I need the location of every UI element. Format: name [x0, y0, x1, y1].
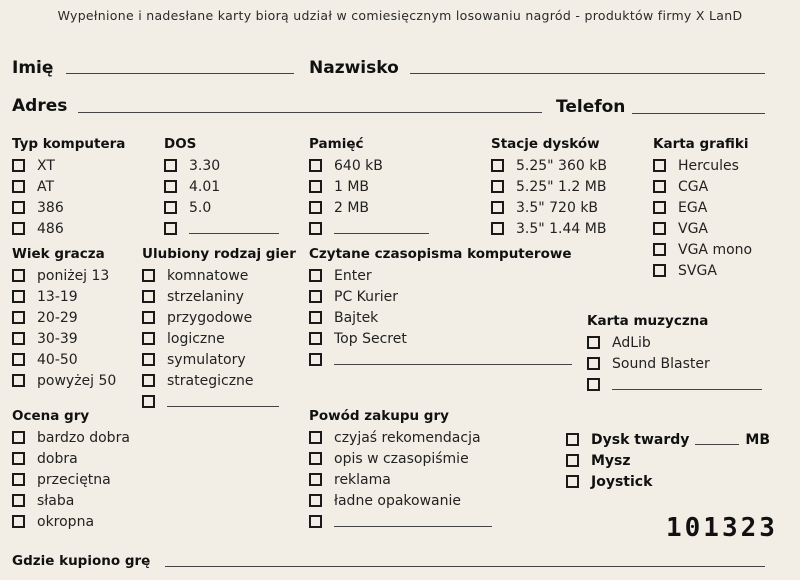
memory-other-line[interactable] [334, 223, 429, 234]
checkbox[interactable] [12, 201, 25, 214]
checkbox[interactable] [566, 454, 579, 467]
checkbox[interactable] [12, 159, 25, 172]
last-name-label: Nazwisko [309, 58, 399, 78]
checkbox[interactable] [309, 311, 322, 324]
checkbox[interactable] [12, 290, 25, 303]
phone-line[interactable] [632, 113, 765, 114]
magazine-option[interactable]: Enter [309, 265, 572, 286]
genre-option[interactable]: przygodowe [142, 307, 296, 328]
purchase-reason-option[interactable]: czyjaś rekomendacja [309, 427, 492, 448]
checkbox[interactable] [12, 269, 25, 282]
computer-type-section [12, 136, 125, 239]
age-option[interactable]: 13-19 [12, 286, 116, 307]
header-text: Wypełnione i nadesłane karty biorą udział w comiesięcznym losowaniu nagród - produktów firmy X LanD [57, 8, 743, 23]
checkbox[interactable] [309, 159, 322, 172]
first-name-label: Imię [12, 58, 54, 78]
rating-option[interactable]: słaba [12, 490, 130, 511]
drive-option[interactable]: 3.5" 720 kB [491, 197, 607, 218]
checkbox[interactable] [12, 515, 25, 528]
age-option[interactable]: 30-39 [12, 328, 116, 349]
checkbox[interactable] [309, 494, 322, 507]
sound-card-option[interactable]: AdLib [587, 332, 762, 353]
checkbox[interactable] [566, 433, 579, 446]
age-option[interactable]: 40-50 [12, 349, 116, 370]
dos-other-line[interactable] [189, 223, 279, 234]
computer-type-option[interactable]: 386 [12, 197, 125, 218]
checkbox[interactable] [587, 336, 600, 349]
rating-option[interactable]: dobra [12, 448, 130, 469]
drive-option[interactable]: 5.25" 1.2 MB [491, 176, 607, 197]
checkbox[interactable] [587, 357, 600, 370]
checkbox[interactable] [653, 159, 666, 172]
checkbox[interactable] [309, 431, 322, 444]
checkbox[interactable] [309, 290, 322, 303]
first-name-line[interactable] [66, 73, 294, 74]
memory-option[interactable]: 1 MB [309, 176, 429, 197]
checkbox[interactable] [12, 311, 25, 324]
phone-label: Telefon [556, 97, 626, 117]
checkbox[interactable] [653, 180, 666, 193]
checkbox[interactable] [12, 353, 25, 366]
magazine-other-option[interactable] [309, 349, 572, 370]
purchase-reason-option[interactable]: ładne opakowanie [309, 490, 492, 511]
memory-other-option[interactable] [309, 218, 429, 239]
joystick-option[interactable]: Joystick [566, 471, 770, 492]
graphics-option[interactable]: VGA mono [653, 239, 752, 260]
sound-card-title: Karta muzyczna [587, 313, 709, 329]
checkbox[interactable] [491, 180, 504, 193]
genre-option[interactable]: symulatory [142, 349, 296, 370]
computer-type-title: Typ komputera [12, 136, 126, 152]
dos-option[interactable]: 4.01 [164, 176, 279, 197]
checkbox[interactable] [491, 159, 504, 172]
memory-section [309, 136, 429, 239]
sound-card-section [587, 313, 762, 395]
age-option[interactable]: 20-29 [12, 307, 116, 328]
genre-title: Ulubiony rodzaj gier [142, 246, 296, 262]
graphics-option[interactable]: Hercules [653, 155, 752, 176]
checkbox[interactable] [12, 332, 25, 345]
genre-option[interactable]: komnatowe [142, 265, 296, 286]
address-label: Adres [12, 96, 68, 116]
checkbox[interactable] [164, 180, 177, 193]
rating-section [12, 408, 130, 532]
checkbox[interactable] [12, 431, 25, 444]
graphics-title: Karta grafiki [653, 136, 749, 152]
checkbox[interactable] [142, 311, 155, 324]
memory-title: Pamięć [309, 136, 364, 152]
dos-option[interactable]: 5.0 [164, 197, 279, 218]
checkbox[interactable] [653, 264, 666, 277]
checkbox[interactable] [142, 290, 155, 303]
checkbox[interactable] [12, 494, 25, 507]
dos-other-option[interactable] [164, 218, 279, 239]
hard-disk-option[interactable]: Dysk twardy MB [566, 429, 770, 450]
address-line[interactable] [78, 112, 542, 113]
sound-card-option[interactable]: Sound Blaster [587, 353, 762, 374]
memory-option[interactable]: 640 kB [309, 155, 429, 176]
purchase-reason-other-line[interactable] [334, 516, 492, 527]
dos-option[interactable]: 3.30 [164, 155, 279, 176]
checkbox[interactable] [653, 243, 666, 256]
purchase-reason-option[interactable]: opis w czasopiśmie [309, 448, 492, 469]
graphics-option[interactable]: CGA [653, 176, 752, 197]
checkbox[interactable] [309, 515, 322, 528]
age-option[interactable]: powyżej 50 [12, 370, 116, 391]
genre-other-line[interactable] [167, 396, 279, 407]
checkbox[interactable] [12, 473, 25, 486]
graphics-option[interactable]: VGA [653, 218, 752, 239]
magazine-option[interactable]: Top Secret [309, 328, 572, 349]
drive-option[interactable]: 5.25" 360 kB [491, 155, 607, 176]
magazines-section [309, 246, 572, 370]
genre-section [142, 246, 296, 412]
computer-type-option[interactable]: AT [12, 176, 125, 197]
checkbox[interactable] [12, 452, 25, 465]
checkbox[interactable] [12, 222, 25, 235]
age-title: Wiek gracza [12, 246, 105, 262]
genre-option[interactable]: logiczne [142, 328, 296, 349]
checkbox[interactable] [164, 159, 177, 172]
checkbox[interactable] [164, 201, 177, 214]
rating-option[interactable]: bardzo dobra [12, 427, 130, 448]
checkbox[interactable] [309, 473, 322, 486]
mouse-option[interactable]: Mysz [566, 450, 770, 471]
graphics-option[interactable]: SVGA [653, 260, 752, 281]
hardware-extras [566, 429, 770, 492]
checkbox[interactable] [491, 201, 504, 214]
checkbox[interactable] [309, 452, 322, 465]
drives-section [491, 136, 607, 239]
checkbox[interactable] [566, 475, 579, 488]
checkbox[interactable] [12, 180, 25, 193]
checkbox[interactable] [309, 269, 322, 282]
where-bought-line[interactable] [165, 566, 765, 567]
age-section [12, 246, 116, 391]
checkbox[interactable] [142, 395, 155, 408]
memory-option[interactable]: 2 MB [309, 197, 429, 218]
rating-title: Ocena gry [12, 408, 90, 424]
checkbox[interactable] [142, 353, 155, 366]
where-bought-label: Gdzie kupiono grę [12, 553, 151, 569]
rating-option[interactable]: przeciętna [12, 469, 130, 490]
genre-option[interactable]: strzelaniny [142, 286, 296, 307]
genre-option[interactable]: strategiczne [142, 370, 296, 391]
computer-type-option[interactable]: XT [12, 155, 125, 176]
graphics-section [653, 136, 752, 281]
sound-card-other-line[interactable] [612, 379, 762, 390]
drive-option[interactable]: 3.5" 1.44 MB [491, 218, 607, 239]
purchase-reason-title: Powód zakupu gry [309, 408, 449, 424]
sound-card-other-option[interactable] [587, 374, 762, 395]
magazine-other-line[interactable] [334, 354, 572, 365]
checkbox[interactable] [142, 269, 155, 282]
checkbox[interactable] [164, 222, 177, 235]
checkbox[interactable] [142, 332, 155, 345]
checkbox[interactable] [653, 222, 666, 235]
rating-option[interactable]: okropna [12, 511, 130, 532]
checkbox[interactable] [653, 201, 666, 214]
checkbox[interactable] [309, 222, 322, 235]
checkbox[interactable] [309, 332, 322, 345]
serial-number: 101323 [666, 513, 778, 543]
drives-title: Stacje dysków [491, 136, 600, 152]
magazine-option[interactable]: Bajtek [309, 307, 572, 328]
genre-other-option[interactable] [142, 391, 296, 412]
dos-section [164, 136, 279, 239]
last-name-line[interactable] [410, 73, 765, 74]
purchase-reason-section [309, 408, 492, 532]
checkbox[interactable] [142, 374, 155, 387]
checkbox[interactable] [491, 222, 504, 235]
graphics-option[interactable]: EGA [653, 197, 752, 218]
purchase-reason-other-option[interactable] [309, 511, 492, 532]
dos-title: DOS [164, 136, 197, 152]
checkbox[interactable] [587, 378, 600, 391]
age-option[interactable]: poniżej 13 [12, 265, 116, 286]
checkbox[interactable] [309, 353, 322, 366]
checkbox[interactable] [12, 374, 25, 387]
hard-disk-size-line[interactable] [695, 434, 739, 445]
magazine-option[interactable]: PC Kurier [309, 286, 572, 307]
checkbox[interactable] [309, 180, 322, 193]
purchase-reason-option[interactable]: reklama [309, 469, 492, 490]
computer-type-option[interactable]: 486 [12, 218, 125, 239]
checkbox[interactable] [309, 201, 322, 214]
magazines-title: Czytane czasopisma komputerowe [309, 246, 572, 262]
